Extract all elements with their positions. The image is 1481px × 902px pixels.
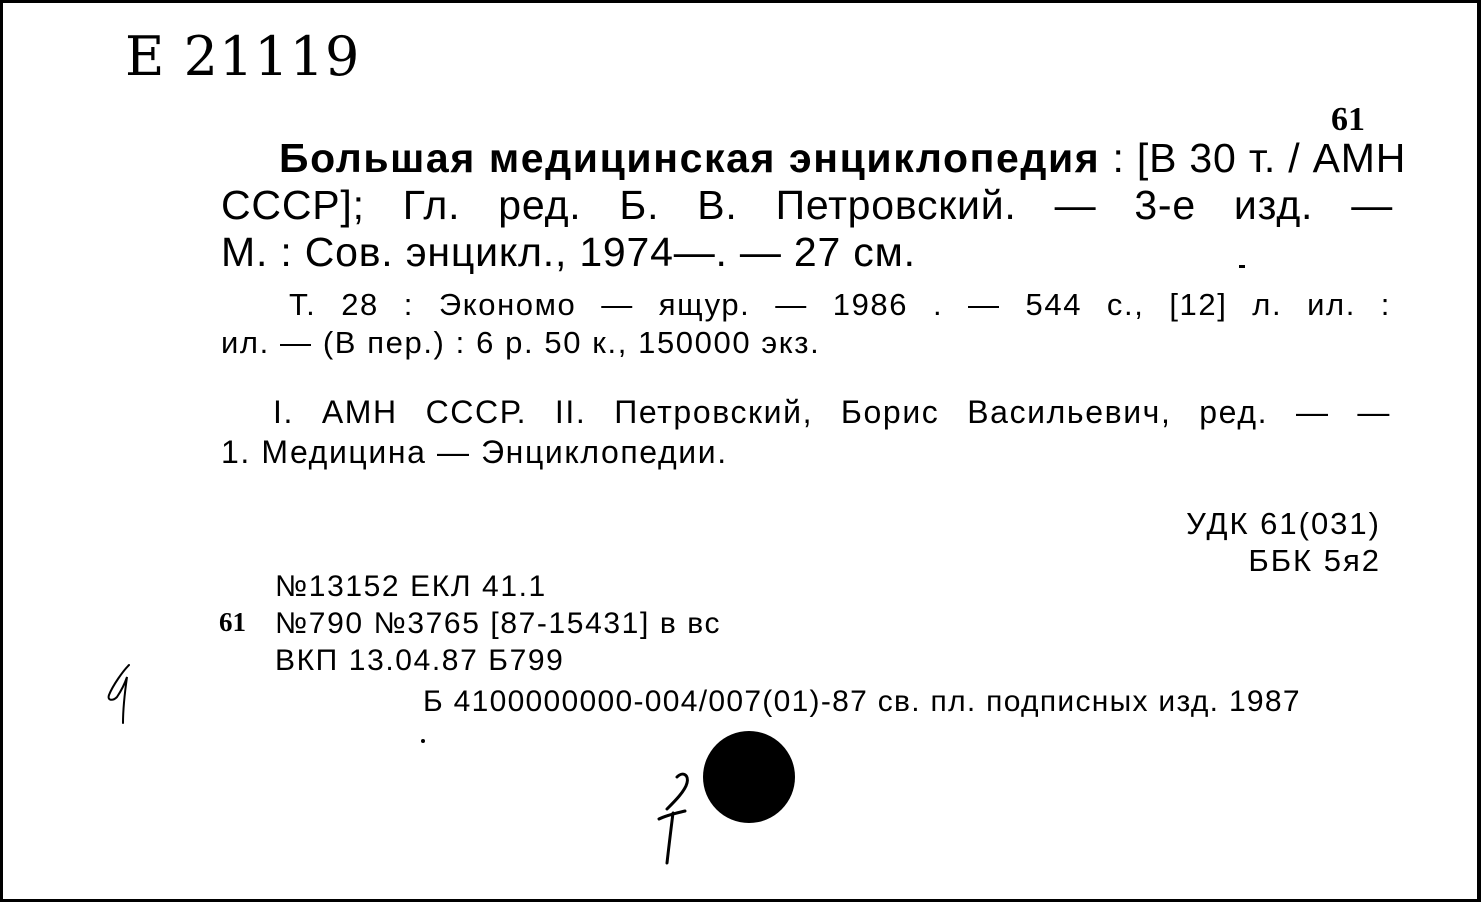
udc-code: УДК 61(031): [1186, 506, 1381, 541]
ink-tick-mark: [1239, 265, 1245, 268]
accession-number-mark: 61: [219, 607, 246, 637]
volume-line-1: Т. 28 : Экономо — ящур. — 1986 . — 544 с., [12] л. ил. :: [289, 287, 1391, 322]
main-entry-line-2: СССР]; Гл. ред. Б. В. Петровский. — 3-е изд. —: [221, 182, 1393, 228]
main-entry: [221, 135, 1407, 276]
bbk-code: ББК 5я2: [1248, 543, 1381, 578]
main-entry-line-1-rest: : [В 30 т. / АМН: [1112, 135, 1407, 181]
volume-line-2: ил. — (В пер.) : 6 р. 50 к., 150000 экз.: [221, 325, 821, 360]
accession-line-1: №13152 ЕКЛ 41.1: [275, 570, 547, 603]
book-title: Большая медицинская энциклопедия: [279, 135, 1101, 181]
card-id: Е 21119: [125, 25, 361, 88]
ink-dot: [421, 739, 425, 743]
handwritten-mark-left: [101, 661, 141, 727]
tracings-line-1: I. АМН СССР. II. Петровский, Борис Васильевич, ред. — —: [273, 394, 1391, 430]
classification-codes: [1186, 505, 1381, 579]
main-entry-line-3: М. : Сов. энцикл., 1974—. — 27 см.: [221, 229, 916, 275]
tracings: [221, 392, 1391, 472]
main-entry-line-1: [221, 135, 1407, 182]
accession-line-2: №790 №3765 [87-15431] в вс: [275, 607, 722, 640]
accession-block: [275, 568, 721, 679]
handwritten-number-mark: [653, 769, 703, 867]
class-number: 61: [1331, 101, 1365, 138]
punch-hole: [701, 729, 797, 825]
accession-line-3: ВКП 13.04.87 Б799: [275, 644, 565, 677]
tracings-line-2: 1. Медицина — Энциклопедии.: [221, 434, 728, 470]
price-line: Б 4100000000-004/007(01)-87 св. пл. подписных изд. 1987: [423, 685, 1301, 718]
volume-description: [221, 286, 1391, 362]
